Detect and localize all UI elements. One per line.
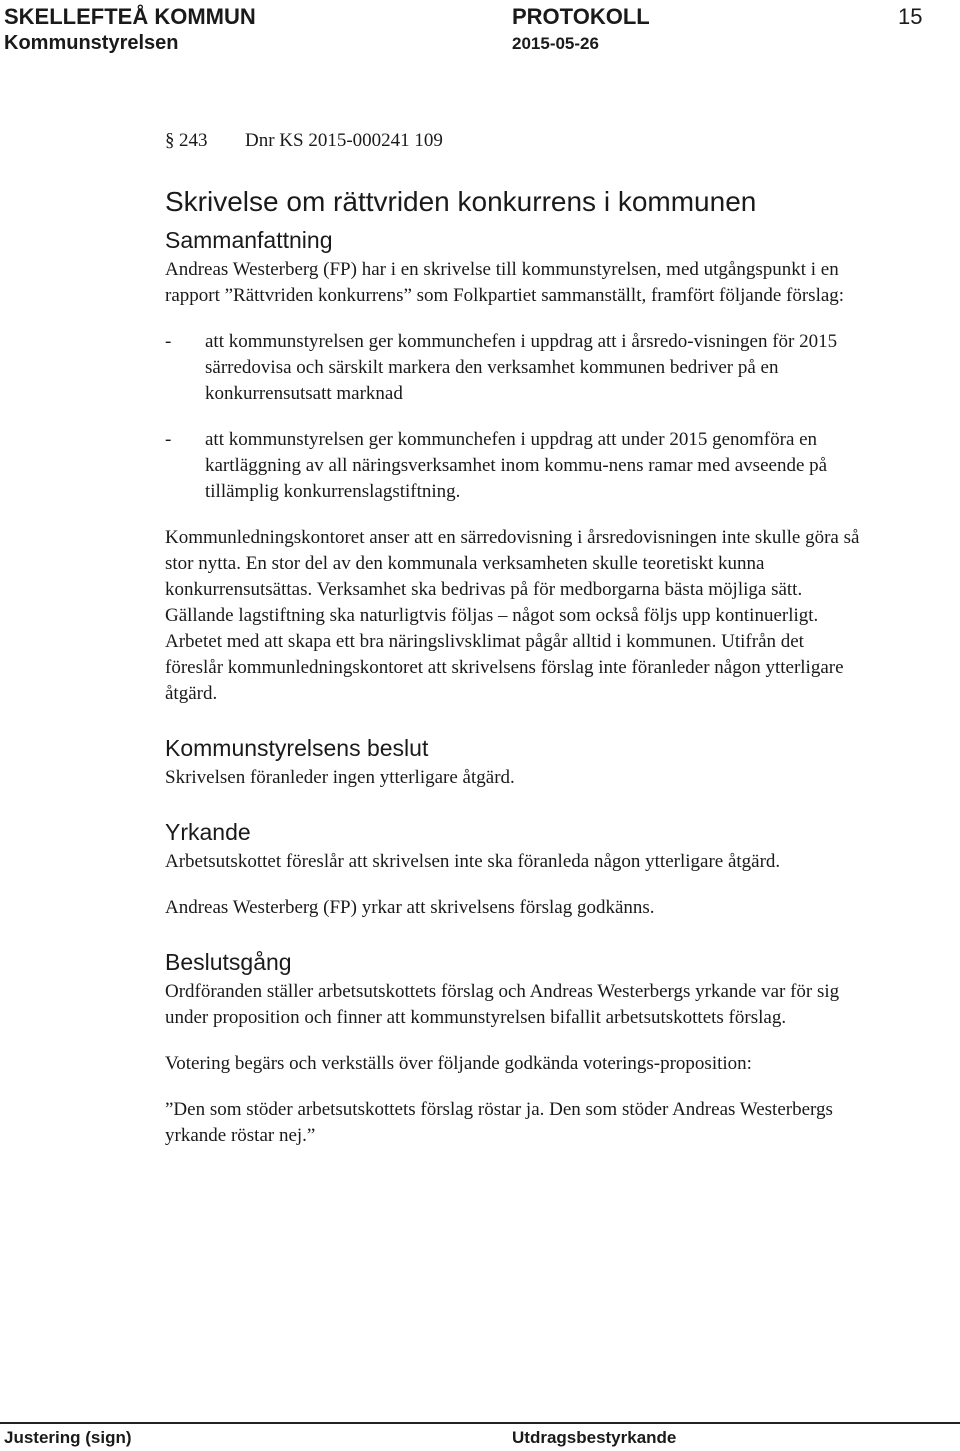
organization-name: SKELLEFTEÅ KOMMUN — [4, 4, 256, 29]
page-header — [0, 0, 960, 60]
summary-intro: Andreas Westerberg (FP) har i en skrivelse till kommunstyrelsen, med utgångspunkt i en rapport ”Rättvriden konkurrens” som Folkpartiet sammanställt, framfört följande förslag: — [165, 259, 845, 306]
proposal-item — [165, 427, 865, 505]
committee-name: Kommunstyrelsen — [4, 32, 179, 54]
page-number: 15 — [898, 4, 923, 29]
proposal-text: att kommunstyrelsen ger kommunchefen i uppdrag att under 2015 genomföra en kartläggning av all näringsverksamhet inom kommu-nens ramar med avseende på tillämplig konkurrenslagstiftning. — [205, 429, 828, 502]
summary-heading: Sammanfattning — [165, 227, 333, 253]
vote-proposition-text: ”Den som stöder arbetsutskottets förslag röstar ja. Den som stöder Andreas Westerbergs yrkande röstar nej.” — [165, 1099, 833, 1146]
procedure-heading: Beslutsgång — [165, 949, 292, 975]
diary-number: Dnr KS 2015-000241 109 — [245, 130, 443, 151]
paragraph-number: 243 — [179, 130, 208, 151]
motion-text-committee: Arbetsutskottet föreslår att skrivelsen inte ska föranleda någon ytterligare åtgärd. — [165, 851, 781, 872]
signature-label: Justering (sign) — [4, 1428, 132, 1447]
footer-divider — [0, 1422, 960, 1424]
paragraph-reference — [165, 130, 865, 162]
decision-text: Skrivelsen föranleder ingen ytterligare åtgärd. — [165, 767, 515, 788]
document-body — [165, 130, 865, 1149]
document-type: PROTOKOLL — [512, 4, 650, 29]
procedure-text: Ordföranden ställer arbetsutskottets förslag och Andreas Westerbergs yrkande var för sig under proposition och finner att kommunstyrelsen bifallit arbetsutskottets förslag. — [165, 981, 840, 1028]
case-title: Skrivelse om rättvriden konkurrens i kommunen — [165, 186, 757, 217]
vote-request-text: Votering begärs och verkställs över följande godkända voterings-proposition: — [165, 1053, 752, 1074]
proposal-text: att kommunstyrelsen ger kommunchefen i uppdrag att i årsredo-visningen för 2015 särredovisa och särskilt markera den verksamhet kommunen bedriver på en konkurrensutsatt marknad — [205, 331, 838, 404]
certification-label: Utdragsbestyrkande — [512, 1428, 677, 1447]
meeting-date: 2015-05-26 — [512, 34, 599, 53]
motion-text-westerberg: Andreas Westerberg (FP) yrkar att skrivelsens förslag godkänns. — [165, 897, 655, 918]
motion-heading: Yrkande — [165, 819, 251, 845]
dash-marker: - — [165, 331, 172, 352]
proposal-item — [165, 329, 865, 407]
assessment-text: Kommunledningskontoret anser att en särredovisning i årsredovisningen inte skulle göra så stor nytta. En stor del av den kommunala verksamheten skulle teoretiskt kunna konkurrensutsättas. Verksamhet ska bedrivas på för medborgarna bästa möjliga sätt. Gällande lagstiftning ska naturligtvis följas – något som också följs upp kontinuerligt. Arbetet med att skapa ett bra näringslivsklimat pågår alltid i kommunen. Utifrån det föreslår kommunledningskontoret att skrivelsens förslag inte föranleder någon ytterligare åtgärd. — [165, 527, 860, 704]
dash-marker: - — [165, 429, 172, 450]
section-sign: § — [165, 130, 175, 151]
decision-heading: Kommunstyrelsens beslut — [165, 735, 429, 761]
